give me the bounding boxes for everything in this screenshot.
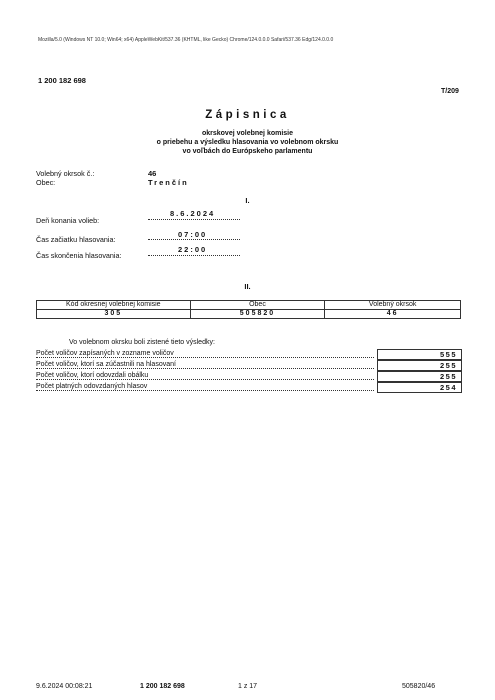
result-value-participated: 255 (377, 360, 462, 371)
district-label: Volebný okrsok č.: (36, 169, 95, 178)
result-label-participated: Počet voličov, ktorí sa zúčastnili na hlasovaní (36, 361, 176, 368)
result-row-registered (36, 349, 462, 360)
result-value-envelopes: 255 (377, 371, 462, 382)
municipality-label: Obec: (36, 178, 56, 187)
subtitle-line-3: vo voľbách do Európskeho parlamentu (182, 148, 313, 155)
document-number: 1 200 182 698 (38, 76, 86, 85)
end-time-dotted-line (148, 255, 240, 256)
district-value: 46 (148, 169, 157, 178)
subtitle-line-2: o priebehu a výsledku hlasovania vo volebnom okrsku (156, 139, 339, 146)
end-time-label: Čas skončenia hlasovania: (36, 251, 122, 260)
section-1-heading: I. (245, 196, 250, 205)
footer-page-number: 1 z 17 (238, 683, 258, 690)
section-2-heading: II. (244, 282, 251, 291)
codes-header-commission: Kód okresnej volebnej komisie (37, 301, 191, 310)
result-dotted-leader (36, 379, 374, 380)
result-dotted-leader (36, 357, 374, 358)
subtitle-line-1: okrskovej volebnej komisie (201, 130, 294, 137)
election-day-value: 8.6.2024 (170, 209, 216, 218)
document-title: Zápisnica (205, 109, 290, 121)
codes-header-municipality: Obec (190, 301, 325, 310)
result-row-participated (36, 360, 462, 371)
codes-value-district: 46 (325, 310, 461, 319)
result-label-envelopes: Počet voličov, ktorí odovzdali obálku (36, 372, 149, 379)
result-dotted-leader (36, 368, 374, 369)
codes-value-municipality: 505820 (190, 310, 325, 319)
codes-header-district: Volebný okrsok (325, 301, 461, 310)
election-day-label: Deň konania volieb: (36, 216, 100, 225)
codes-table-header-row (37, 301, 461, 310)
result-value-registered: 555 (377, 349, 462, 360)
election-day-dotted-line (148, 219, 240, 220)
start-time-value: 07:00 (178, 230, 208, 239)
browser-user-agent-header: Mozilla/5.0 (Windows NT 10.0; Win64; x64) AppleWebKit/537.36 (KHTML, like Gecko) Chrome/124.0.0.0 Safari/537.36 Edg/124.0.0.0 (38, 37, 334, 43)
result-value-valid-votes: 254 (377, 382, 462, 393)
result-label-registered: Počet voličov zapísaných v zozname voličov (36, 350, 174, 357)
codes-table (36, 300, 461, 319)
start-time-dotted-line (148, 239, 240, 240)
footer-reference: 505820/46 (402, 683, 436, 690)
result-dotted-leader (36, 390, 374, 391)
results-intro: Vo volebnom okrsku boli zistené tieto výsledky: (69, 339, 215, 346)
start-time-label: Čas začiatku hlasovania: (36, 235, 116, 244)
document-code: T/209 (441, 88, 459, 95)
result-row-envelopes (36, 371, 462, 382)
footer-document-number: 1 200 182 698 (140, 683, 185, 690)
result-label-valid-votes: Počet platných odovzdaných hlasov (36, 383, 148, 390)
result-row-valid-votes (36, 382, 462, 393)
end-time-value: 22:00 (178, 245, 208, 254)
codes-value-commission: 305 (37, 310, 191, 319)
municipality-value: Trenčín (148, 178, 189, 187)
footer-timestamp: 9.6.2024 00:08:21 (36, 683, 93, 690)
codes-table-value-row (37, 310, 461, 319)
